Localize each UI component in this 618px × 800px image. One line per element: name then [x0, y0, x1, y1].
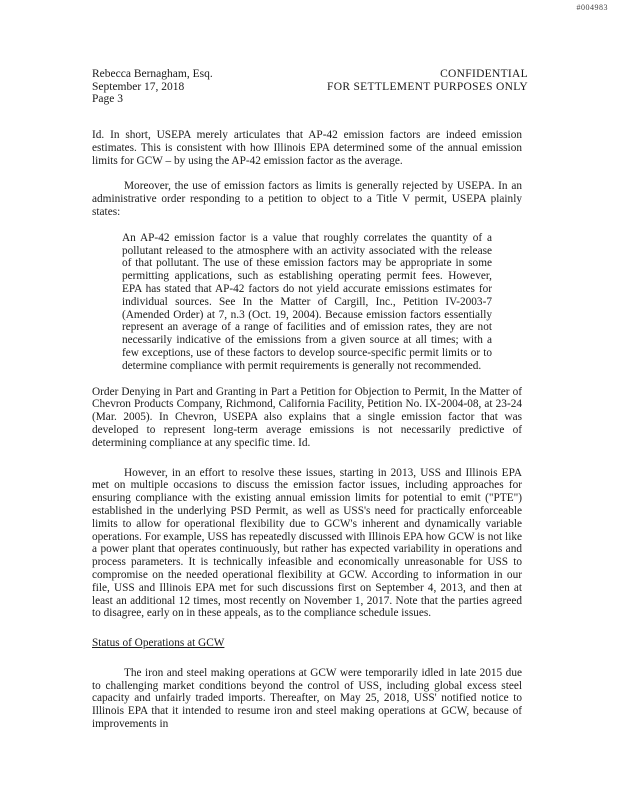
bates-number: #004983: [576, 3, 608, 12]
paragraph-citation-chevron: Order Denying in Part and Granting in Part a Petition for Objection to Permit, In the Matter of Chevron Products Company, Richmond, California Facility, Petition No. IX-2004-08, at 23-24 (Mar. 2005). In Chevron, USEPA also explains that a single emission factor that was developed to represent long-term average emissions is not necessarily predictive of determining compliance at any specific time. Id.: [92, 385, 522, 449]
block-quote-ap42: An AP-42 emission factor is a value that roughly correlates the quantity of a pollutant released to the atmosphere with an activity associated with the release of that pollutant. The use of these emission factors may be appropriate in some permitting applications, such as establishing operating permit fees. However, EPA has stated that AP-42 factors do not yield accurate emissions estimates for individual sources. See In the Matter of Cargill, Inc., Petition IV-2003-7 (Amended Order) at 7, n.3 (Oct. 19, 2004). Because emission factors essentially represent an average of a range of facilities and of emission rates, they are not necessarily indicative of the emissions from a given source at all times; with a few exceptions, use of these factors to develop source-specific permit limits or to determine compliance with permit requirements is generally not recommended.: [122, 231, 492, 372]
paragraph-iron-steel: The iron and steel making operations at GCW were temporarily idled in late 2015 due to challenging market conditions beyond the control of USS, including global excess steel capacity and unfairly traded imports. Thereafter, on May 25, 2018, USS' notified notice to Illinois EPA that it intended to resume iron and steel making operations at GCW, because of improvements in: [92, 666, 522, 731]
confidential-label: CONFIDENTIAL: [440, 68, 528, 80]
letter-header-right: [327, 68, 528, 93]
section-heading-status: Status of Operations at GCW: [92, 637, 225, 650]
letter-header-left: [92, 68, 213, 106]
paragraph-however: However, in an effort to resolve these issues, starting in 2013, USS and Illinois EPA met on multiple occasions to discuss the emission factor issues, including approaches for ensuring compliance with the existing annual emission limits for potential to emit ("PTE") established in the underlying PSD Permit, as well as USS's need for practically enforceable limits to allow for operational flexibility due to GCW's inherent and dynamically variable operations. For example, USS has repeatedly discussed with Illinois EPA how GCW is not like a power plant that operates continuously, but rather has expected variability in operations and process parameters. It is technically infeasible and economically unreasonable for USS to compromise on the needed operational flexibility at GCW. According to information in our file, USS and Illinois EPA met for such discussions first on September 4, 2013, and then at least an additional 12 times, most recently on November 1, 2017. Note that the parties agreed to disagree, early on in these appeals, as to the compliance schedule issues.: [92, 466, 522, 620]
letter-body: [92, 129, 522, 731]
settlement-purpose-label: FOR SETTLEMENT PURPOSES ONLY: [327, 80, 528, 93]
paragraph-id-in-short: Id. In short, USEPA merely articulates that AP-42 emission factors are indeed emission estimates. This is consistent with how Illinois EPA determined some of the annual emission limits for GCW – by using the AP-42 emission factor as the average.: [92, 129, 522, 167]
letter-date: September 17, 2018: [92, 80, 185, 93]
paragraph-moreover: Moreover, the use of emission factors as limits is generally rejected by USEPA. In an administrative order responding to a petition to object to a Title V permit, USEPA plainly states:: [92, 180, 522, 218]
recipient-name: Rebecca Bernagham, Esq.: [92, 68, 213, 80]
page-number: Page 3: [92, 93, 123, 105]
